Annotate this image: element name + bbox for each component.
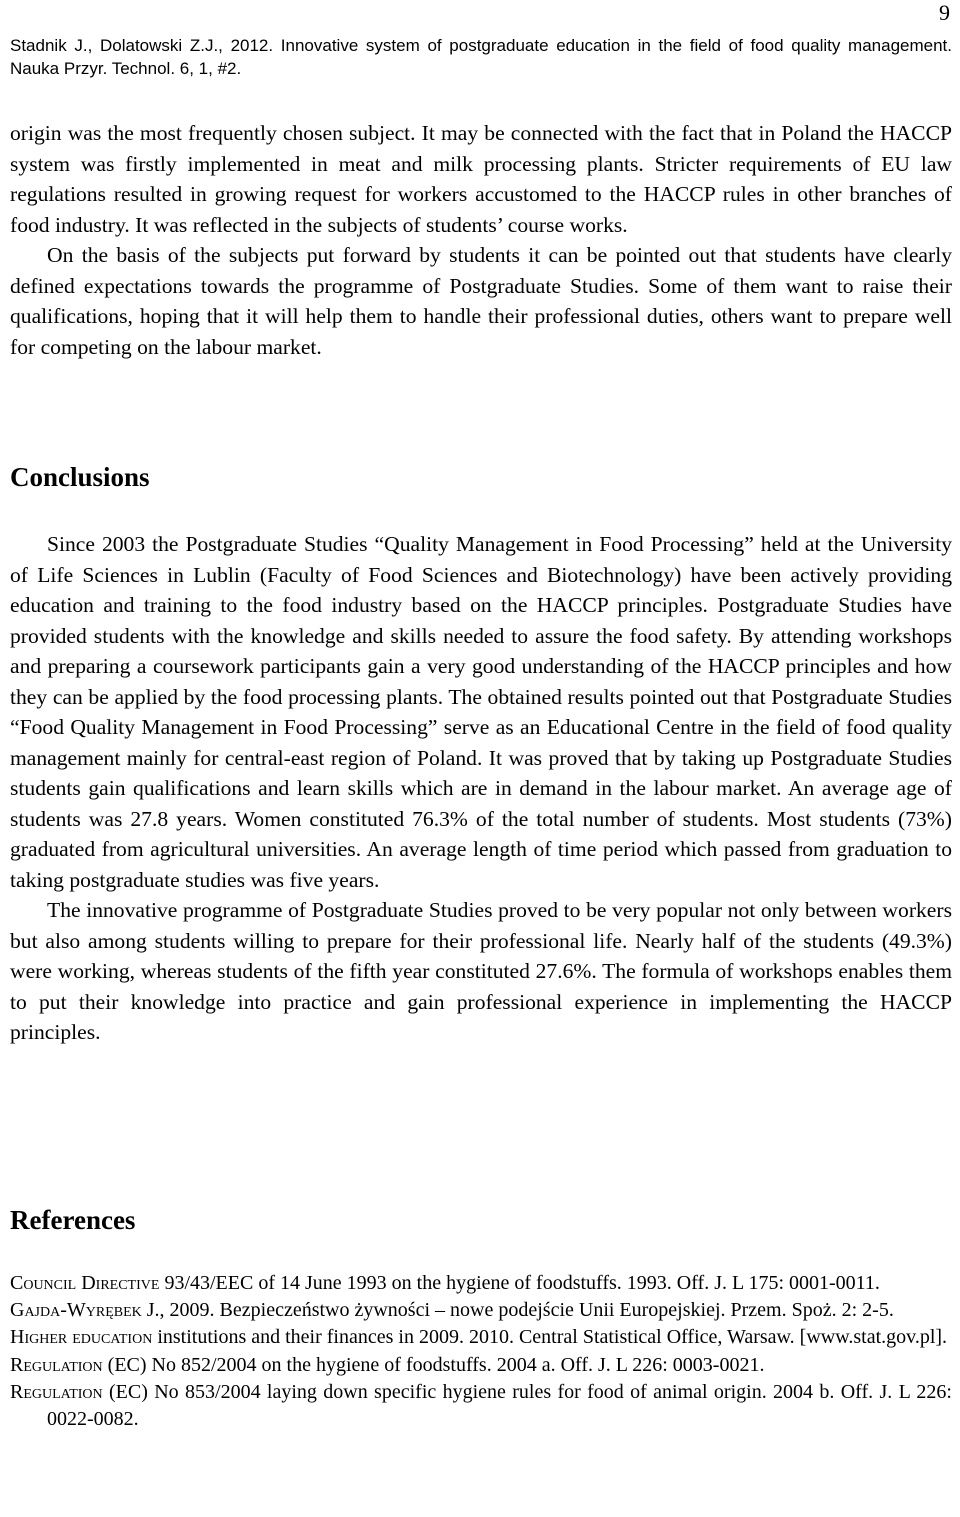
conclusions-paragraph: The innovative programme of Postgraduate Studies proved to be very popular not only between workers but also among students willing to prepare for their professional life. Nearly half of the students (49.3%) were working, whereas students of the fifth year constituted 27.6%. The formula of workshops enables them to put their knowledge into practice and gain professional experience in implementing the HACCP principles. [10, 898, 952, 1044]
reference-text: J., 2009. Bezpieczeństwo żywności – nowe podejście Unii Europejskiej. Przem. Spoż. 2: 2-5. [141, 1299, 894, 1322]
reference-author: Regulation [10, 1353, 103, 1376]
conclusions-heading: Conclusions [10, 462, 150, 492]
reference-item [10, 1352, 952, 1379]
running-header: Stadnik J., Dolatowski Z.J., 2012. Innovative system of postgraduate education in the field of food quality management. Nauka Przyr. Technol. 6, 1, #2. [10, 36, 952, 78]
reference-text: (EC) No 852/2004 on the hygiene of foodstuffs. 2004 a. Off. J. L 226: 0003-0021. [102, 1353, 765, 1376]
reference-author: Higher education [10, 1326, 153, 1349]
reference-item [10, 1379, 952, 1433]
reference-text: institutions and their finances in 2009. 2010. Central Statistical Office, Warsaw. [www.stat.gov.pl]. [152, 1326, 948, 1349]
reference-item [10, 1324, 952, 1351]
intro-paragraph: origin was the most frequently chosen subject. It may be connected with the fact that in Poland the HACCP system was firstly implemented in meat and milk processing plants. Stricter requirements of EU law regulations resulted in growing request for workers accustomed to the HACCP rules in other branches of food industry. It was reflected in the subjects of students’ course works. [10, 121, 952, 237]
reference-item [10, 1270, 952, 1297]
page-number: 9 [939, 0, 950, 25]
reference-item [10, 1297, 952, 1324]
reference-author: Gajda-Wyrębek [10, 1299, 142, 1322]
intro-paragraph: On the basis of the subjects put forward by students it can be pointed out that students have clearly defined expectations towards the programme of Postgraduate Studies. Some of them want to raise their qualifications, hoping that it will help them to handle their professional duties, others want to prepare well for competing on the labour market. [10, 243, 952, 359]
conclusions-section [10, 529, 952, 1048]
reference-author: Council Directive [10, 1272, 160, 1294]
reference-author: Regulation [10, 1380, 103, 1403]
conclusions-paragraph: Since 2003 the Postgraduate Studies “Quality Management in Food Processing” held at the University of Life Sciences in Lublin (Faculty of Food Sciences and Biotechnology) have been actively providing education and training to the food industry based on the HACCP principles. Postgraduate Studies have provided students with the knowledge and skills needed to assure the food safety. By attending workshops and preparing a coursework participants gain a very good understanding of the HACCP principles and how they can be applied by the food processing plants. The obtained results pointed out that Postgraduate Studies “Food Quality Management in Food Processing” serve as an Educational Centre in the field of food quality management mainly for central-east region of Poland. It was proved that by taking up Postgraduate Studies students gain qualifications and learn skills which are in demand in the labour market. An average age of students was 27.8 years. Women constituted 76.3% of the total number of students. Most students (73%) graduated from agricultural universities. An average length of time period which passed from graduation to taking postgraduate studies was five years. [10, 532, 952, 892]
references-heading: References [10, 1205, 136, 1235]
reference-text: (EC) No 853/2004 laying down specific hygiene rules for food of animal origin. 2004 b. Off. J. L 226: 0022-0082. [47, 1380, 952, 1431]
references-list [10, 1270, 952, 1433]
intro-section [10, 118, 952, 362]
reference-text: 93/43/EEC of 14 June 1993 on the hygiene of foodstuffs. 1993. Off. J. L 175: 0001-0011. [159, 1272, 880, 1294]
